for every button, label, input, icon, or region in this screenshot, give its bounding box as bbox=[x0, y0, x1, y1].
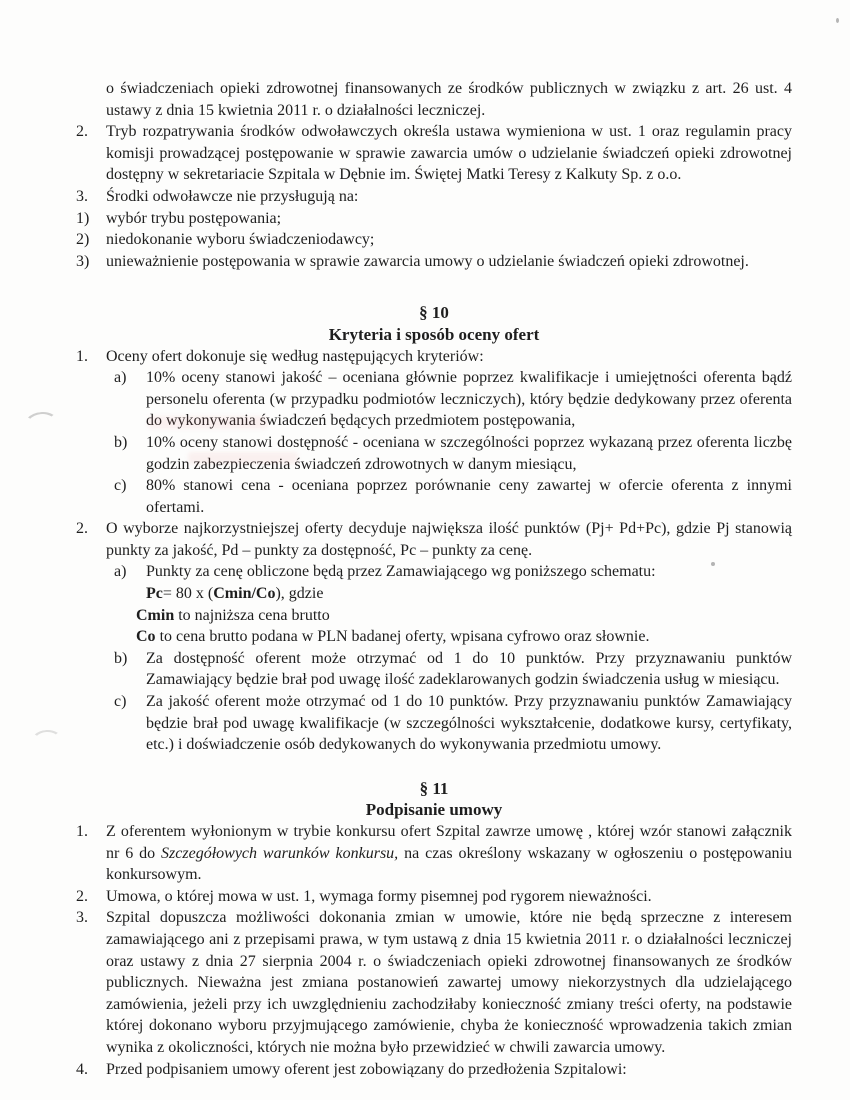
list-text: O wyborze najkorzystniejszej oferty decyduje największa ilość punktów (Pj+ Pd+Pc), gdzie Pj stanowią punkty za jakość, Pd – punkty za dostępność, Pc – punkty za cenę. bbox=[106, 520, 792, 559]
list-text: unieważnienie postępowania w sprawie zawarcia umowy o udzielanie świadczeń opieki zdrowotnej. bbox=[106, 252, 749, 270]
paragraph-continuation: o świadczeniach opieki zdrowotnej finansowanych ze środków publicznych w związku z art. 26 ust. 4 ustawy z dnia 15 kwietnia 2011 r. o działalności leczniczej. bbox=[106, 80, 792, 119]
list-marker: c) bbox=[114, 693, 127, 711]
list-text: 10% oceny stanowi dostępność - oceniana w szczególności poprzez wykazaną przez oferenta liczbę godzin zabezpieczenia świadczeń zdrowotnych w danym miesiącu, bbox=[146, 433, 792, 473]
list-marker: b) bbox=[114, 649, 128, 667]
cmin-definition bbox=[136, 605, 792, 627]
text-run: na czas określony wskazany w ogłoszeniu o postępowaniu konkursowym. bbox=[106, 844, 792, 884]
list-marker: b) bbox=[114, 433, 128, 451]
list-item-4 bbox=[76, 1059, 792, 1081]
list-text: Przed podpisaniem umowy oferent jest zobowiązany do przedłożenia Szpitalowi: bbox=[106, 1060, 627, 1078]
list-item-2 bbox=[76, 518, 792, 561]
list-marker: 2. bbox=[76, 520, 88, 538]
list-text: Tryb rozpatrywania środków odwoławczych określa ustawa wymieniona w ust. 1 oraz regulamin pracy komisji prowadzącej postępowanie w sprawie zawarcia umów o udzielanie świadczeń opieki zdrowotnej dostępny w sekretariacie Szpitala w Dębnie im. Świętej Matki Teresy z Kalkuty Sp. z o.o. bbox=[106, 123, 792, 184]
list-item-2 bbox=[76, 886, 792, 908]
list-marker: 2) bbox=[76, 231, 90, 249]
list-item-1 bbox=[76, 346, 792, 368]
sub-item-c bbox=[114, 475, 792, 518]
scan-artifact-dot bbox=[711, 562, 715, 566]
text-run: Z oferentem wyłonionym w trybie konkursu ofert Szpital zawrze umowę , której wzór stanowi załącznik nr 6 do bbox=[106, 823, 792, 862]
list-text: niedokonanie wyboru świadczeniodawcy; bbox=[106, 231, 375, 249]
list-item-1 bbox=[76, 821, 792, 886]
scan-artifact-arc bbox=[21, 410, 62, 445]
list-text: Za dostępność oferent może otrzymać od 1 do 10 punktów. Przy przyznawaniu punktów Zamawiający będzie brał pod uwagę ilość zadeklarowanych godzin świadczenia usług w miesiącu. bbox=[146, 649, 792, 689]
list-marker: a) bbox=[114, 563, 127, 581]
formula-text: = 80 x ( bbox=[162, 585, 214, 603]
formula-text: ), gdzie bbox=[275, 585, 324, 603]
term-cmin: Cmin bbox=[136, 606, 175, 624]
term-co: Co bbox=[136, 628, 156, 646]
list-marker: 1. bbox=[76, 347, 88, 365]
list-marker: 2. bbox=[76, 887, 88, 905]
list-marker: 3. bbox=[76, 187, 88, 205]
section-title: Kryteria i sposób oceny ofert bbox=[328, 324, 540, 344]
list-text: Umowa, o której mowa w ust. 1, wymaga formy pisemnej pod rygorem nieważności. bbox=[106, 887, 652, 905]
list-marker: 4. bbox=[76, 1060, 88, 1078]
scan-artifact-arc bbox=[29, 729, 65, 758]
sub-item-a bbox=[114, 561, 792, 583]
list-marker: 1. bbox=[76, 823, 88, 840]
list-marker: a) bbox=[114, 369, 127, 387]
price-formula bbox=[146, 583, 792, 605]
sub-item-c bbox=[114, 691, 792, 756]
definition-text: to najniższa cena brutto bbox=[174, 606, 330, 624]
section-number: § 11 bbox=[419, 778, 449, 798]
formula-symbol-pc: Pc bbox=[146, 585, 163, 603]
list-item-3 bbox=[76, 907, 792, 1058]
section-10 bbox=[76, 302, 792, 755]
list-text: 80% stanowi cena - oceniana poprzez porównanie ceny zawartej w ofercie oferenta z innymi ofertami. bbox=[146, 477, 792, 516]
list-marker: 1) bbox=[76, 209, 90, 227]
formula-symbol-cmin-co: Cmin/Co bbox=[213, 585, 276, 603]
section-title: Podpisanie umowy bbox=[365, 800, 503, 820]
sub-list-item-2 bbox=[76, 229, 792, 251]
list-text: Oceny ofert dokonuje się według następujących kryteriów: bbox=[106, 347, 484, 365]
sub-list-item-1 bbox=[76, 208, 792, 230]
sub-list-item-3 bbox=[76, 251, 792, 273]
list-item-2 bbox=[76, 121, 792, 186]
list-text: Punkty za cenę obliczone będą przez Zamawiającego wg poniższego schematu: bbox=[146, 563, 656, 581]
list-marker: 3) bbox=[76, 252, 90, 270]
definition-text: to cena brutto podana w PLN badanej oferty, wpisana cyfrowo oraz słownie. bbox=[155, 628, 650, 646]
list-marker: 2. bbox=[76, 123, 88, 141]
sub-item-b bbox=[114, 648, 792, 691]
list-text: wybór trybu postępowania; bbox=[106, 209, 282, 227]
italic-document-title: Szczegółowych warunków konkursu, bbox=[161, 844, 399, 862]
list-text: Za jakość oferent może otrzymać od 1 do 10 punktów. Przy przyznawaniu punktów Zamawiający będzie brał pod uwagę kwalifikacje (w szczególności wykształcenie, dodatkowe kursy, certyfikaty, etc.) i doświadczenie osób dedykowanych do wykonywania przedmiotu umowy. bbox=[146, 693, 792, 754]
section-number: § 10 bbox=[419, 303, 449, 323]
list-text: Szpital dopuszcza możliwości dokonania zmian w umowie, które nie będą sprzeczne z interesem zamawiającego ani z przepisami prawa, w tym ustawą z dnia 15 kwietnia 2011 r. o działalności leczniczej oraz ustawy z dnia 27 sierpnia 2004 r. o świadczeniach opieki zdrowotnej finansowanych ze środków publicznych. Nieważna jest zmiana postanowień zawartej umowy niekorzystnych dla udzielającego zamówienia, jeżeli przy ich uwzględnieniu zachodziłaby konieczność zmiany treści oferty, na podstawie której dokonano wyboru przyjmującego zamówienie, chyba że konieczność wprowadzenia takich zmian wynika z okoliczności, których nie można było przewidzieć w chwili zawarcia umowy. bbox=[106, 909, 792, 1056]
list-text bbox=[106, 821, 792, 886]
document-content bbox=[76, 78, 792, 1080]
co-definition bbox=[136, 626, 792, 648]
scan-artifact-speck bbox=[836, 18, 839, 23]
list-text: Środki odwoławcze nie przysługują na: bbox=[106, 187, 359, 205]
list-item-3 bbox=[76, 186, 792, 208]
list-marker: c) bbox=[114, 477, 127, 495]
scan-bleedthrough-mark bbox=[188, 452, 298, 464]
list-text: 10% oceny stanowi jakość – oceniana głównie poprzez kwalifikacje i umiejętności oferenta bądź personelu oferenta (w przypadku podmiotów leczniczych), który będzie dedykowany przez oferenta do wykonywania świadczeń będących przedmiotem postępowania, bbox=[146, 369, 792, 430]
scan-bleedthrough-mark bbox=[148, 416, 268, 429]
section-11 bbox=[76, 778, 792, 1080]
list-marker: 3. bbox=[76, 909, 88, 927]
